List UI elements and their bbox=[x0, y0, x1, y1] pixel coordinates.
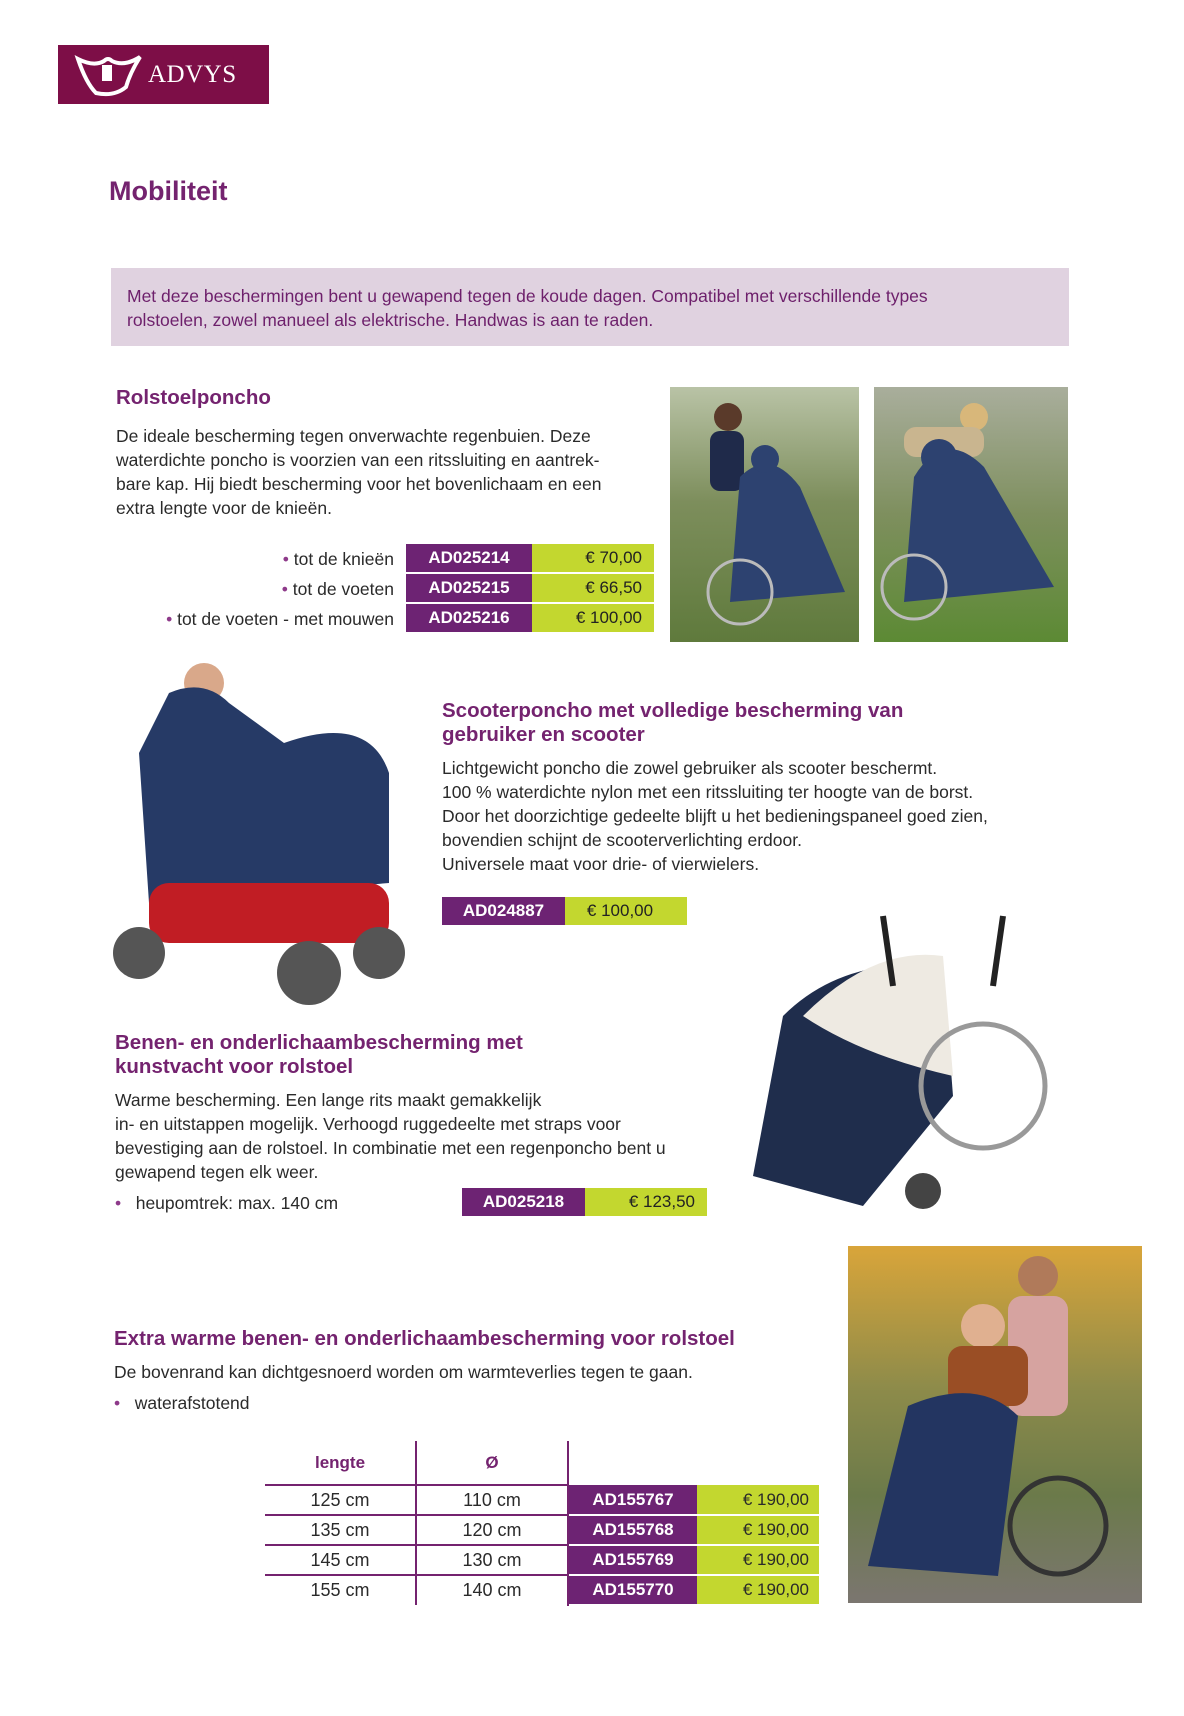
brand-name: ADVYS bbox=[148, 60, 237, 88]
text-line: De ideale bescherming tegen onverwachte regenbuien. Deze bbox=[116, 426, 591, 446]
text-line: Lichtgewicht poncho die zowel gebruiker als scooter beschermt. bbox=[442, 758, 938, 778]
product-code: AD155770 bbox=[568, 1575, 697, 1605]
text-line: bovendien schijnt de scooterverlichting erdoor. bbox=[442, 830, 802, 850]
scooter-poncho-image bbox=[109, 653, 415, 1013]
title-line: gebruiker en scooter bbox=[442, 723, 645, 746]
product-code: AD025218 bbox=[462, 1188, 585, 1218]
product-photo-extra-warm-cover bbox=[848, 1246, 1142, 1603]
advys-logo bbox=[58, 45, 269, 104]
product-price: € 190,00 bbox=[697, 1545, 819, 1575]
product-price: € 190,00 bbox=[697, 1575, 819, 1605]
product-description bbox=[442, 756, 988, 876]
product-title: Extra warme benen- en onderlichaambescherming voor rolstoel bbox=[114, 1327, 735, 1350]
wheelchair-poncho-image bbox=[670, 387, 859, 642]
text-line: waterdichte poncho is voorzien van een ritssluiting en aantrek- bbox=[116, 450, 600, 470]
intro-line: rolstoelen, zowel manueel als elektrische. Handwas is aan te raden. bbox=[127, 310, 654, 330]
text-line: Door het doorzichtige gedeelte blijft u het bedieningspaneel goed zien, bbox=[442, 806, 988, 826]
cell-lengte: 135 cm bbox=[265, 1515, 416, 1545]
product-price: € 190,00 bbox=[697, 1515, 819, 1545]
logo-emblem-icon bbox=[74, 53, 144, 97]
product-title: Rolstoelponcho bbox=[116, 386, 271, 409]
wheelchair-user-image bbox=[848, 1246, 1142, 1603]
variant-label: tot de voeten bbox=[292, 579, 394, 599]
bullet-text: waterafstotend bbox=[134, 1393, 250, 1413]
page-title: Mobiliteit bbox=[109, 176, 228, 206]
title-line: Scooterponcho met volledige bescherming van bbox=[442, 699, 904, 722]
size-price-table bbox=[265, 1441, 819, 1606]
product-photo-poncho-2 bbox=[874, 387, 1068, 642]
variant-price-list bbox=[130, 544, 654, 634]
text-line: in- en uitstappen mogelijk. Verhoogd ruggedeelte met straps voor bbox=[115, 1114, 621, 1134]
wheelchair-poncho-image bbox=[874, 387, 1068, 642]
product-code: AD025214 bbox=[406, 544, 532, 574]
product-title bbox=[442, 699, 903, 747]
wheelchair-leg-cover-image bbox=[743, 906, 1054, 1223]
variant-label: tot de voeten - met mouwen bbox=[177, 609, 394, 629]
intro-line: Met deze beschermingen bent u gewapend tegen de koude dagen. Compatibel met verschillende types bbox=[127, 286, 928, 306]
table-row bbox=[265, 1515, 819, 1545]
product-price: € 190,00 bbox=[697, 1485, 819, 1515]
product-code: AD155767 bbox=[568, 1485, 697, 1515]
table-header-row bbox=[265, 1441, 819, 1485]
cell-lengte: 145 cm bbox=[265, 1545, 416, 1575]
product-price: € 100,00 bbox=[565, 897, 687, 927]
bullet-text: heupomtrek: max. 140 cm bbox=[135, 1193, 339, 1213]
text-line: Warme bescherming. Een lange rits maakt gemakkelijk bbox=[115, 1090, 542, 1110]
column-header-lengte: lengte bbox=[265, 1441, 416, 1485]
title-line: Benen- en onderlichaambescherming met bbox=[115, 1031, 523, 1054]
product-price: € 66,50 bbox=[532, 574, 654, 604]
product-description: De bovenrand kan dichtgesnoerd worden om warmteverlies tegen te gaan. bbox=[114, 1362, 693, 1382]
text-line: gewapend tegen elk weer. bbox=[115, 1162, 319, 1182]
product-photo-scooter-poncho bbox=[109, 653, 415, 1013]
product-price: € 123,50 bbox=[585, 1188, 707, 1218]
cell-lengte: 155 cm bbox=[265, 1575, 416, 1605]
cell-diameter: 110 cm bbox=[416, 1485, 568, 1515]
cell-diameter: 130 cm bbox=[416, 1545, 568, 1575]
column-header-diameter: Ø bbox=[416, 1441, 568, 1485]
bullet-item: • heupomtrek: max. 140 cm bbox=[115, 1193, 339, 1213]
variant-row: • tot de voeten AD025215 € 66,50 bbox=[130, 574, 654, 604]
cell-diameter: 120 cm bbox=[416, 1515, 568, 1545]
table-row bbox=[265, 1485, 819, 1515]
title-line: kunstvacht voor rolstoel bbox=[115, 1055, 354, 1078]
variant-row: • tot de knieën AD025214 € 70,00 bbox=[130, 544, 654, 574]
text-line: bevestiging aan de rolstoel. In combinatie met een regenponcho bent u bbox=[115, 1138, 666, 1158]
product-code: AD155769 bbox=[568, 1545, 697, 1575]
cell-lengte: 125 cm bbox=[265, 1485, 416, 1515]
bullet-item: • waterafstotend bbox=[114, 1393, 250, 1413]
text-line: bare kap. Hij biedt bescherming voor het bovenlichaam en een bbox=[116, 474, 602, 494]
price-row bbox=[462, 1188, 707, 1218]
product-code: AD155768 bbox=[568, 1515, 697, 1545]
product-price: € 100,00 bbox=[532, 604, 654, 634]
variant-row: • tot de voeten - met mouwen AD025216 € 100,00 bbox=[130, 604, 654, 634]
table-row bbox=[265, 1575, 819, 1605]
product-price: € 70,00 bbox=[532, 544, 654, 574]
cell-diameter: 140 cm bbox=[416, 1575, 568, 1605]
text-line: Universele maat voor drie- of vierwielers. bbox=[442, 854, 760, 874]
table-row bbox=[265, 1545, 819, 1575]
price-row bbox=[442, 897, 687, 927]
product-code: AD025216 bbox=[406, 604, 532, 634]
product-description bbox=[116, 424, 601, 520]
product-photo-leg-cover-fur bbox=[743, 906, 1054, 1223]
intro-box bbox=[111, 268, 1069, 346]
product-title bbox=[115, 1031, 523, 1079]
text-line: extra lengte voor de knieën. bbox=[116, 498, 332, 518]
product-code: AD025215 bbox=[406, 574, 532, 604]
text-line: 100 % waterdichte nylon met een ritssluiting ter hoogte van de borst. bbox=[442, 782, 974, 802]
product-photo-poncho-1 bbox=[670, 387, 859, 642]
product-description bbox=[115, 1088, 666, 1184]
variant-label: tot de knieën bbox=[293, 549, 394, 569]
product-code: AD024887 bbox=[442, 897, 565, 927]
